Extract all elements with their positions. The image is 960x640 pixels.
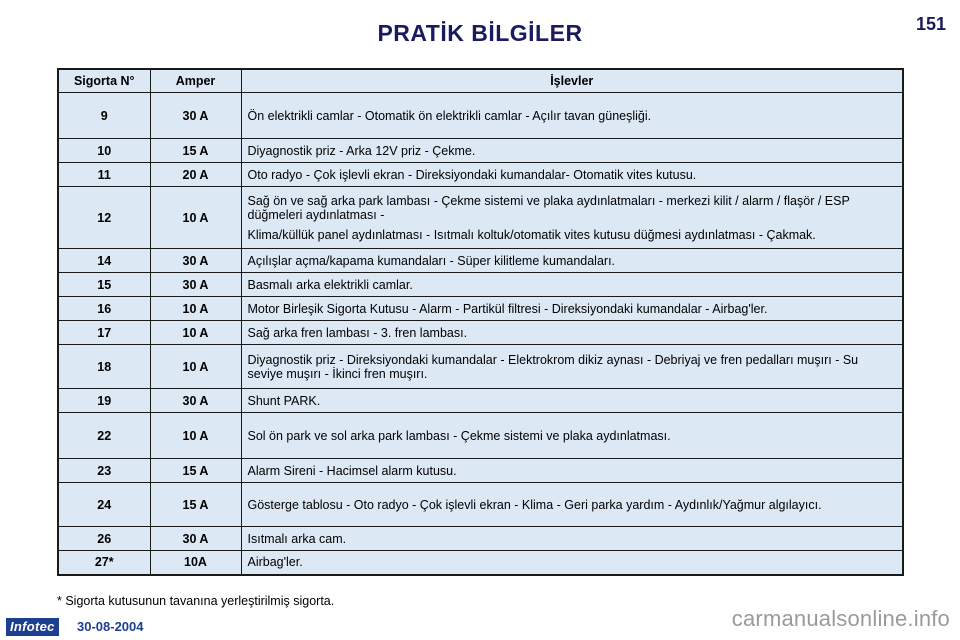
function-text: Açılışlar açma/kapama kumandaları - Süper kilitleme kumandaları. [247,253,616,268]
fuse-number-cell: 16 [58,297,150,321]
amper-cell: 10 A [150,187,241,249]
functions-cell [241,551,903,575]
amper-cell: 30 A [150,93,241,139]
amper-cell: 20 A [150,163,241,187]
function-text: Motor Birleşik Sigorta Kutusu - Alarm - Partikül filtresi - Direksiyondaki kumandalar - Airbag'ler. [247,301,768,316]
functions-cell [241,321,903,345]
fuse-table-body [58,93,903,575]
functions-cell [241,273,903,297]
fuse-number-cell: 19 [58,389,150,413]
function-text: Diyagnostik priz - Direksiyondaki kumandalar - Elektrokrom dikiz aynası - Debriyaj ve fren pedalları muşırı - Su seviye muşırı - İkinci fren muşırı. [247,352,859,381]
page-title: PRATİK BİLGİLER [377,20,583,46]
header-amper: Amper [150,69,241,93]
table-row [58,93,903,139]
amper-cell: 10 A [150,321,241,345]
fuse-table [57,68,904,576]
amper-cell: 30 A [150,389,241,413]
table-row [58,297,903,321]
table-row [58,389,903,413]
footnote: * Sigorta kutusunun tavanına yerleştirilmiş sigorta. [57,594,335,608]
fuse-number-cell: 17 [58,321,150,345]
amper-cell: 15 A [150,139,241,163]
amper-cell: 10 A [150,413,241,459]
table-row [58,273,903,297]
function-text: Alarm Sireni - Hacimsel alarm kutusu. [247,463,457,478]
fuse-number-cell: 24 [58,483,150,527]
fuse-number-cell: 11 [58,163,150,187]
functions-cell [241,459,903,483]
fuse-number-cell: 27* [58,551,150,575]
functions-cell [241,139,903,163]
amper-cell: 10 A [150,345,241,389]
footer-date: 30-08-2004 [77,619,144,634]
function-text: Diyagnostik priz - Arka 12V priz - Çekme. [247,143,476,158]
fuse-number-cell: 15 [58,273,150,297]
amper-cell: 30 A [150,527,241,551]
header-functions: İşlevler [241,69,903,93]
table-row [58,527,903,551]
header-fuse-number: Sigorta N° [58,69,150,93]
functions-cell [241,163,903,187]
function-text: Shunt PARK. [247,393,321,408]
table-row [58,163,903,187]
function-text: Oto radyo - Çok işlevli ekran - Direksiyondaki kumandalar- Otomatik vites kutusu. [247,167,697,182]
table-row [58,345,903,389]
functions-cell [241,413,903,459]
amper-cell: 15 A [150,459,241,483]
fuse-number-cell: 23 [58,459,150,483]
infotec-logo: Infotec [6,618,59,636]
function-text: Basmalı arka elektrikli camlar. [247,277,413,292]
table-header-row [58,69,903,93]
amper-cell: 30 A [150,273,241,297]
table-row [58,187,903,249]
functions-cell [241,389,903,413]
fuse-number-cell: 14 [58,249,150,273]
amper-cell: 10 A [150,297,241,321]
fuse-number-cell: 9 [58,93,150,139]
functions-cell [241,345,903,389]
page-number: 151 [915,14,946,34]
functions-cell [241,187,903,249]
table-row [58,139,903,163]
function-text: Sağ ön ve sağ arka park lambası - Çekme sistemi ve plaka aydınlatmaları - merkezi kilit / alarm / flaşör / ESP düğmeleri aydınlatması - [247,193,850,222]
fuse-number-cell: 26 [58,527,150,551]
table-row [58,551,903,575]
amper-cell: 15 A [150,483,241,527]
amper-cell: 30 A [150,249,241,273]
fuse-number-cell: 22 [58,413,150,459]
table-row [58,483,903,527]
function-text: Isıtmalı arka cam. [247,531,347,546]
fuse-number-cell: 18 [58,345,150,389]
amper-cell: 10A [150,551,241,575]
functions-cell [241,93,903,139]
function-text: Airbag'ler. [247,555,303,570]
functions-cell [241,249,903,273]
watermark: carmanualsonline.info [731,606,950,631]
table-row [58,413,903,459]
table-row [58,321,903,345]
function-text: Sol ön park ve sol arka park lambası - Çekme sistemi ve plaka aydınlatması. [247,428,671,443]
functions-cell [241,527,903,551]
table-row [58,459,903,483]
function-text: Ön elektrikli camlar - Otomatik ön elektrikli camlar - Açılır tavan güneşliği. [247,108,652,123]
fuse-number-cell: 10 [58,139,150,163]
function-text: Sağ arka fren lambası - 3. fren lambası. [247,325,468,340]
function-text: Klima/küllük panel aydınlatması - Isıtmalı koltuk/otomatik vites kutusu düğmesi aydınlatması - Çakmak. [247,227,816,242]
table-row [58,249,903,273]
functions-cell [241,483,903,527]
fuse-number-cell: 12 [58,187,150,249]
functions-cell [241,297,903,321]
function-text: Gösterge tablosu - Oto radyo - Çok işlevli ekran - Klima - Geri parka yardım - Aydınlık/Yağmur algılayıcı. [247,497,822,512]
